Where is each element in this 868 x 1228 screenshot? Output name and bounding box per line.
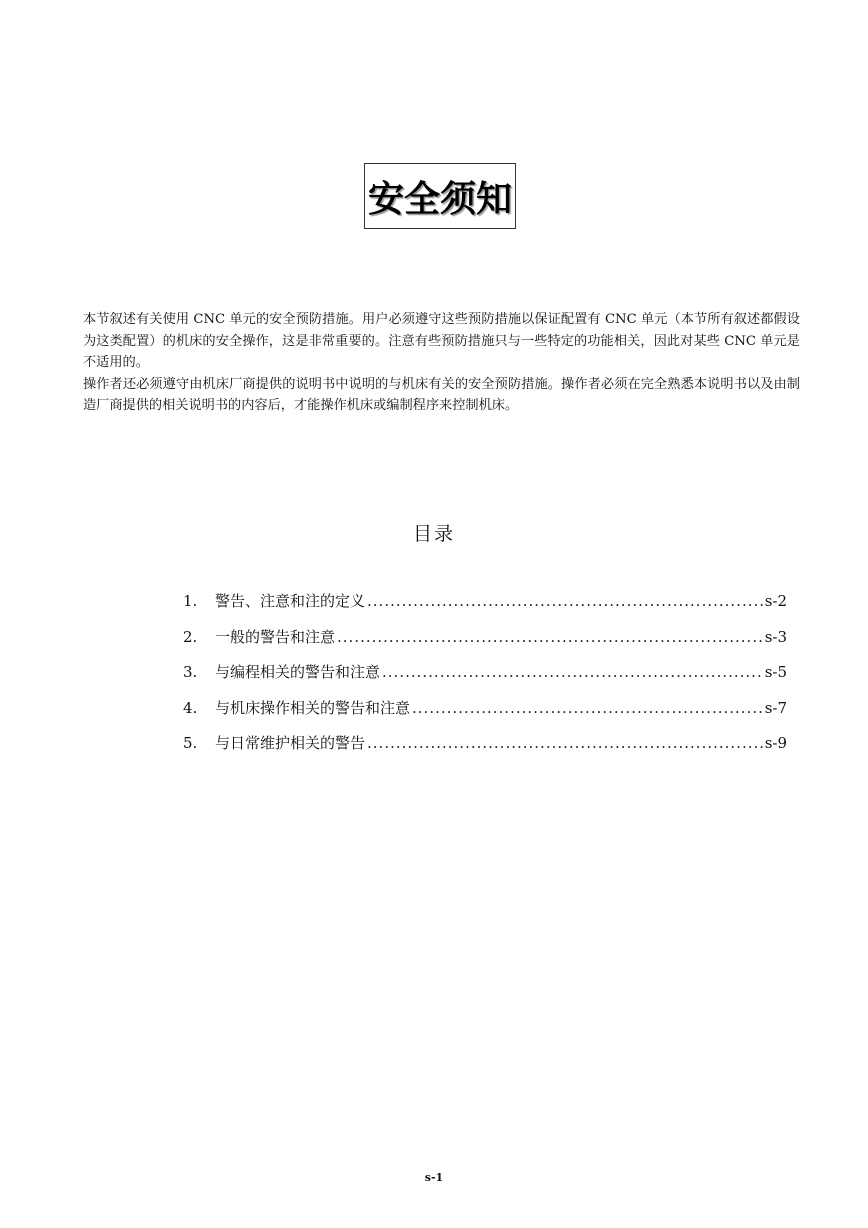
title-box: [364, 163, 516, 229]
toc-dot-leader: [367, 734, 763, 752]
table-of-contents: [183, 590, 787, 768]
toc-entry-title: 与日常维护相关的警告: [215, 734, 366, 752]
page-title: 安全须知: [367, 178, 512, 220]
toc-dot-leader: [412, 699, 763, 717]
toc-entry[interactable]: [183, 626, 787, 662]
toc-entry-number: 5.: [183, 734, 198, 752]
toc-entry-page: s-2: [764, 592, 787, 610]
toc-dot-leader: [337, 628, 763, 646]
toc-entry-number: 3.: [183, 663, 198, 681]
toc-entry-page: s-5: [764, 663, 787, 681]
toc-entry-title: 与编程相关的警告和注意: [215, 663, 381, 681]
toc-heading: 目录: [412, 523, 455, 545]
toc-entry-number: 2.: [183, 627, 198, 646]
toc-entry[interactable]: [183, 697, 787, 733]
toc-dot-leader: [382, 663, 763, 681]
toc-entry-page: s-3: [764, 627, 787, 646]
toc-entry[interactable]: [183, 732, 787, 768]
toc-entry-title: 与机床操作相关的警告和注意: [215, 698, 411, 717]
toc-entry-title: 一般的警告和注意: [215, 627, 336, 646]
toc-entry[interactable]: [183, 590, 787, 626]
intro-paragraph-2: 操作者还必须遵守由机床厂商提供的说明书中说明的与机床有关的安全预防措施。操作者必须在完全熟悉本说明书以及由制造厂商提供的相关说明书的内容后，才能操作机床或编制程序来控制机床。: [83, 376, 800, 413]
page-number: s-1: [424, 1171, 444, 1184]
toc-dot-leader: [367, 592, 763, 610]
toc-entry[interactable]: [183, 661, 787, 697]
toc-entry-number: 1.: [183, 592, 198, 610]
intro-paragraph-1: 本节叙述有关使用 CNC 单元的安全预防措施。用户必须遵守这些预防措施以保证配置有 CNC 单元（本节所有叙述都假设为这类配置）的机床的安全操作，这是非常重要的。注意有些预防措施只与一些特定的功能相关，因此对某些 CNC 单元是不适用的。: [83, 312, 800, 370]
toc-entry-number: 4.: [183, 698, 198, 717]
toc-entry-title: 警告、注意和注的定义: [215, 592, 366, 610]
toc-entry-page: s-7: [764, 698, 787, 717]
toc-entry-page: s-9: [764, 734, 787, 752]
intro-section: [83, 309, 800, 417]
